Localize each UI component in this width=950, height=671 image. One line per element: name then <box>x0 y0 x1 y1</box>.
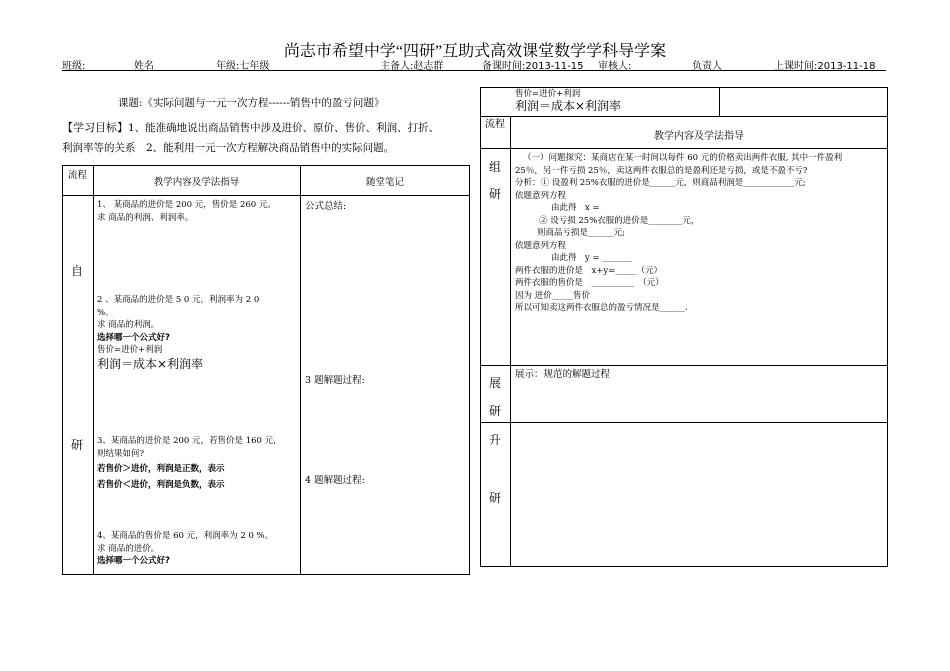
problem-1: 1、 某商品的进价是 200 元，售价是 260 元。 求 商品的利润、利润率。 <box>97 200 276 223</box>
page-title: 尚志市希望中学“四研”互助式高效课堂数学学科导学案 <box>283 43 667 60</box>
name-label: 姓名 <box>134 61 154 72</box>
class-time-label: 上课时间:2013-11-18 <box>774 61 876 72</box>
formula-big: 利润＝成本×利润率 <box>97 356 204 371</box>
flow-sheng: 升 <box>488 433 501 447</box>
info-bar <box>62 57 886 71</box>
reviewer-label: 审核人: <box>598 61 632 72</box>
right-row-line-1 <box>480 116 888 117</box>
right-top-split-line <box>719 87 720 116</box>
right-header-flow: 流程 <box>485 119 505 130</box>
left-header-notes: 随堂笔记 <box>365 177 404 188</box>
flow-yan-3: 研 <box>488 491 501 505</box>
exploration-problem: （一）问题探究：某商店在某一时间以每件 60 元的价格卖出两件衣服, 其中一件盈利 25％，另一件亏损 25％，卖这两件衣服总的是盈利还是亏损，或是不盈不亏? 分析：① 设盈利 25%衣服的进价是______元，则商品利润是____________元; 依题意列方程 由此得 x = ② 设亏损 25%衣服的进价是________元， 则商品亏损是______元; 依题意列方程 由此得 y = _______ 两件衣服的进价是 x+y=_____（元） 两件衣服的售价是 __________ （元） 因为 进价_____售价 所以可知卖这两件衣服总的盈亏情况是______. <box>515 153 843 313</box>
flow-yan: 研 <box>70 438 83 452</box>
left-table-col-line-1 <box>93 165 94 575</box>
left-header-flow: 流程 <box>67 170 87 181</box>
lesson-title: 课题:《实际问题与一元一次方程------销售中的盈亏问题》 <box>118 97 385 109</box>
right-row-line-3 <box>480 365 888 366</box>
learning-objectives <box>62 118 470 158</box>
left-table-col-line-2 <box>300 165 301 575</box>
right-col-line <box>510 116 511 567</box>
note-problem-3: 3 题解题过程: <box>305 375 365 386</box>
problem-3: 3、某商品的进价是 200 元，若售价是 160 元， 则结果如何? 若售价＞进价，利润是正数，表示 若售价＜进价，利润是负数，表示 <box>97 436 282 490</box>
flow-zu: 组 <box>488 160 501 174</box>
note-formula-summary: 公式总结: <box>305 201 347 212</box>
prep-time-label: 备课时间:2013-11-15 <box>482 61 584 72</box>
objectives-line2: 利润率等的关系 2、能利用一元一次方程解决商品销售中的实际问题。 <box>62 142 395 154</box>
right-row-line-4 <box>480 422 888 423</box>
objectives-label: 【学习目标】 <box>62 121 128 134</box>
flow-yan-1: 研 <box>488 187 501 201</box>
left-table-header-line <box>62 195 470 196</box>
right-formula-big: 利润＝成本×利润率 <box>515 99 622 113</box>
problem-4: 4、某商品的售价是 60 元，利润率为 2 0 %。 求 商品的进价。 选择哪一个公式好? <box>97 531 274 566</box>
note-problem-4: 4 题解题过程: <box>305 475 365 486</box>
flow-zi: 自 <box>70 264 83 278</box>
preparer-label: 主备人:赵志群 <box>380 61 444 72</box>
flow-zhan: 展 <box>488 376 501 390</box>
formula-small: 售价=进价+利润 <box>97 345 163 355</box>
show-section: 展示：规范的解题过程 <box>515 369 611 380</box>
right-formula-small: 售价=进价+利润 <box>515 89 581 99</box>
problem-2: 2 、某商品的进价是 5 0 元，利润率为 2 0 %。 求 商品的利润。 选择哪一个公式好? 售价=进价+利润 利润＝成本×利润率 <box>97 294 297 371</box>
grade-label: 年级:七年级 <box>216 61 270 72</box>
right-header-content: 教学内容及学法指导 <box>654 131 744 142</box>
responsible-label: 负责人 <box>692 61 722 72</box>
right-row-line-2 <box>480 148 888 149</box>
class-label: 班级: <box>62 61 86 72</box>
left-header-content: 教学内容及学法指导 <box>153 177 240 188</box>
objectives-line1: 1、能准确地说出商品销售中涉及进价、原价、售价、利润、打折、 <box>128 122 440 134</box>
flow-yan-2: 研 <box>488 404 501 418</box>
